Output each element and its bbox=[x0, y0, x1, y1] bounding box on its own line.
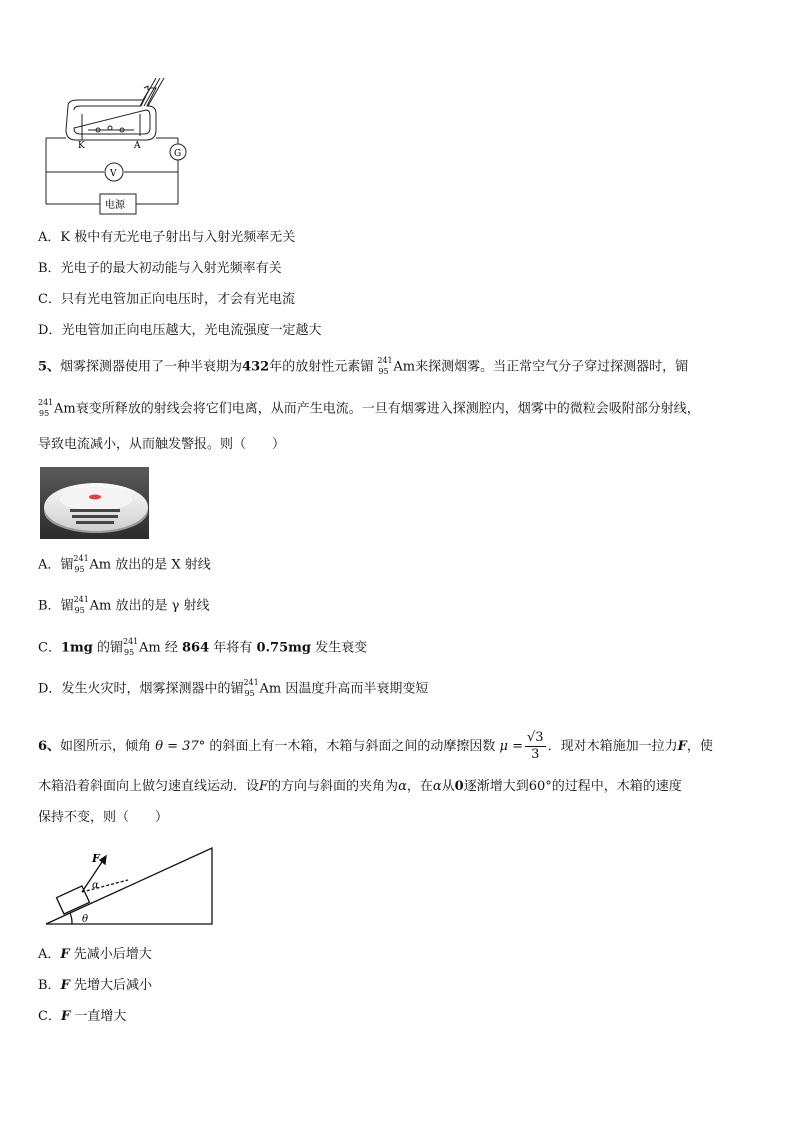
q6-option-c: C．F 一直增大 bbox=[38, 1009, 127, 1024]
q6-option-a: A．F 先减小后增大 bbox=[38, 947, 152, 962]
q5-stem-line2: 241 95 Am衰变所释放的射线会将它们电离，从而产生电流。一旦有烟雾进入探测腔内，烟雾中的微粒会吸附部分射线， bbox=[38, 398, 700, 418]
incline-figure bbox=[42, 842, 216, 928]
am241-isotope: 241 95 bbox=[243, 678, 259, 698]
q5-option-a: A．镅 241 95 Am 放出的是 X 射线 bbox=[38, 554, 211, 574]
force-label: F bbox=[92, 852, 100, 865]
galvanometer-label: G bbox=[174, 149, 182, 159]
smoke-detector-photo bbox=[40, 467, 149, 539]
q5-stem-line3: 导致电流减小，从而触发警报。则（ ） bbox=[38, 437, 286, 452]
am241-isotope: 241 95 bbox=[123, 637, 139, 657]
label-k: K bbox=[78, 141, 85, 151]
am241-isotope: 241 95 bbox=[377, 356, 393, 376]
am241-isotope: 241 95 bbox=[38, 398, 54, 418]
q5-option-c: C．1mg 的镅 241 95 Am 经 864 年将有 0.75mg 发生衰变 bbox=[38, 637, 368, 657]
am241-isotope: 241 95 bbox=[73, 554, 89, 574]
theta-label: θ bbox=[82, 914, 89, 925]
voltmeter-label: V bbox=[110, 169, 117, 179]
q4-option-a: A．K 极中有无光电子射出与入射光频率无关 bbox=[38, 230, 296, 245]
q6-stem-line2: 木箱沿着斜面向上做匀速直线运动．设F的方向与斜面的夹角为α，在α从0逐渐增大到60°的过程中，木箱的速度 bbox=[38, 779, 682, 794]
alpha-label: α bbox=[92, 880, 99, 891]
q5-option-d: D．发生火灾时，烟雾探测器中的镅 241 95 Am 因温度升高而半衰期变短 bbox=[38, 678, 429, 698]
q6-stem-line3: 保持不变，则（ ） bbox=[38, 810, 169, 825]
q4-option-b: B．光电子的最大初动能与入射光频率有关 bbox=[38, 261, 282, 276]
label-a: A bbox=[134, 141, 141, 151]
q5-stem-line1: 5、烟雾探测器使用了一种半衰期为432年的放射性元素镅 241 95 Am来探测烟雾。当正常空气分子穿过探测器时，镅 bbox=[38, 356, 689, 376]
am241-isotope: 241 95 bbox=[73, 595, 89, 615]
q4-option-c: C．只有光电管加正向电压时，才会有光电流 bbox=[38, 292, 295, 307]
q6-stem-line1: 6、如图所示，倾角 θ = 37° 的斜面上有一木箱，木箱与斜面之间的动摩擦因数 μ = $\frac{√3}{3}$ ．现对木箱施加一拉力F，使 bbox=[38, 730, 713, 762]
mu-fraction: $\frac{√3}{3}$ bbox=[527, 730, 544, 762]
q5-option-b: B．镅 241 95 Am 放出的是 γ 射线 bbox=[38, 595, 210, 615]
power-source-label: 电源 bbox=[105, 200, 125, 211]
q4-option-d: D．光电管加正向电压越大，光电流强度一定越大 bbox=[38, 323, 322, 338]
q6-option-b: B．F 先增大后减小 bbox=[38, 978, 152, 993]
photoelectric-circuit-figure bbox=[38, 70, 198, 220]
